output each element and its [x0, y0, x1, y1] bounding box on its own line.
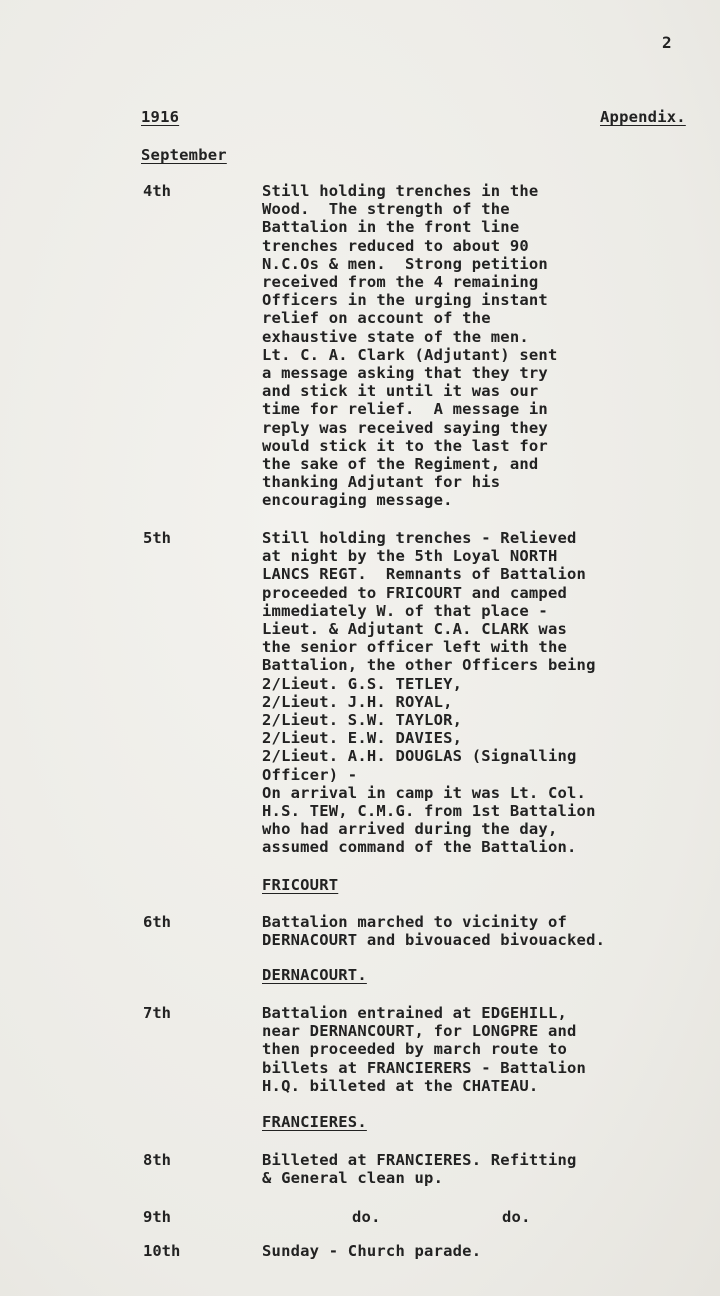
- entry-text: [262, 1242, 481, 1260]
- entry-date: 5th: [143, 529, 171, 547]
- text-line: 2/Lieut. A.H. DOUGLAS (Signalling: [262, 747, 577, 766]
- text-line: H.Q. billeted at the CHATEAU.: [262, 1076, 539, 1095]
- text-line: Officer) -: [262, 765, 358, 784]
- ditto-mark: do.: [352, 1208, 381, 1226]
- month-heading: September: [141, 146, 227, 164]
- text-line: proceeded to FRICOURT and camped: [262, 583, 568, 602]
- location-heading: FRICOURT: [262, 876, 339, 894]
- entry-date: 4th: [143, 182, 171, 200]
- text-line: Battalion marched to vicinity of: [262, 913, 568, 931]
- text-line: encouraging message.: [262, 491, 453, 510]
- text-line: Lieut. & Adjutant C.A. CLARK was: [262, 620, 568, 639]
- text-line: H.S. TEW, C.M.G. from 1st Battalion: [262, 802, 596, 821]
- text-line: the senior officer left with the: [262, 638, 568, 657]
- ditto-mark: do.: [502, 1208, 531, 1226]
- text-line: N.C.Os & men. Strong petition: [262, 254, 548, 273]
- text-line: 2/Lieut. S.W. TAYLOR,: [262, 711, 463, 730]
- entry-text: [262, 529, 596, 857]
- text-line: would stick it to the last for: [262, 436, 548, 455]
- location-heading: DERNACOURT.: [262, 966, 367, 984]
- text-line: who had arrived during the day,: [262, 820, 558, 839]
- text-line: at night by the 5th Loyal NORTH: [262, 547, 558, 566]
- text-line: near DERNANCOURT, for LONGPRE and: [262, 1022, 577, 1041]
- text-line: then proceeded by march route to: [262, 1040, 568, 1059]
- text-line: Officers in the urging instant: [262, 291, 548, 310]
- text-line: & General clean up.: [262, 1169, 444, 1188]
- appendix-heading: Appendix.: [600, 108, 686, 126]
- entry-date: 9th: [143, 1208, 171, 1226]
- year-heading: 1916: [141, 108, 180, 126]
- text-line: Battalion entrained at EDGEHILL,: [262, 1004, 568, 1022]
- text-line: LANCS REGT. Remnants of Battalion: [262, 565, 587, 584]
- text-line: Still holding trenches in the: [262, 182, 539, 200]
- text-line: relief on account of the: [262, 309, 491, 328]
- text-line: the sake of the Regiment, and: [262, 455, 539, 474]
- text-line: reply was received saying they: [262, 418, 548, 437]
- text-line: 2/Lieut. E.W. DAVIES,: [262, 729, 463, 748]
- text-line: 2/Lieut. G.S. TETLEY,: [262, 674, 463, 693]
- text-line: a message asking that they try: [262, 364, 548, 383]
- entry-text: [262, 913, 605, 949]
- text-line: exhaustive state of the men.: [262, 327, 529, 346]
- entry-date: 8th: [143, 1151, 171, 1169]
- text-line: 2/Lieut. J.H. ROYAL,: [262, 692, 453, 711]
- text-line: received from the 4 remaining: [262, 273, 539, 292]
- text-line: DERNACOURT and bivouaced bivouacked.: [262, 931, 606, 950]
- entry-date: 10th: [143, 1242, 181, 1260]
- text-line: Battalion, the other Officers being: [262, 656, 596, 675]
- text-line: and stick it until it was our: [262, 382, 539, 401]
- text-line: immediately W. of that place -: [262, 601, 548, 620]
- text-line: Wood. The strength of the: [262, 200, 510, 219]
- entry-text: [262, 1151, 577, 1187]
- text-line: Battalion in the front line: [262, 218, 520, 237]
- text-line: Lt. C. A. Clark (Adjutant) sent: [262, 345, 558, 364]
- entry-text: [262, 1004, 586, 1095]
- text-line: assumed command of the Battalion.: [262, 838, 577, 857]
- location-heading: FRANCIERES.: [262, 1113, 367, 1131]
- entry-text: [262, 182, 558, 510]
- entry-date: 6th: [143, 913, 171, 931]
- text-line: Sunday - Church parade.: [262, 1242, 482, 1260]
- text-line: Billeted at FRANCIERES. Refitting: [262, 1151, 577, 1169]
- text-line: trenches reduced to about 90: [262, 236, 529, 255]
- text-line: Still holding trenches - Relieved: [262, 529, 577, 547]
- text-line: billets at FRANCIERERS - Battalion: [262, 1058, 587, 1077]
- page-number: 2: [662, 33, 672, 52]
- text-line: thanking Adjutant for his: [262, 473, 501, 492]
- text-line: On arrival in camp it was Lt. Col.: [262, 783, 587, 802]
- entry-date: 7th: [143, 1004, 171, 1022]
- text-line: time for relief. A message in: [262, 400, 548, 419]
